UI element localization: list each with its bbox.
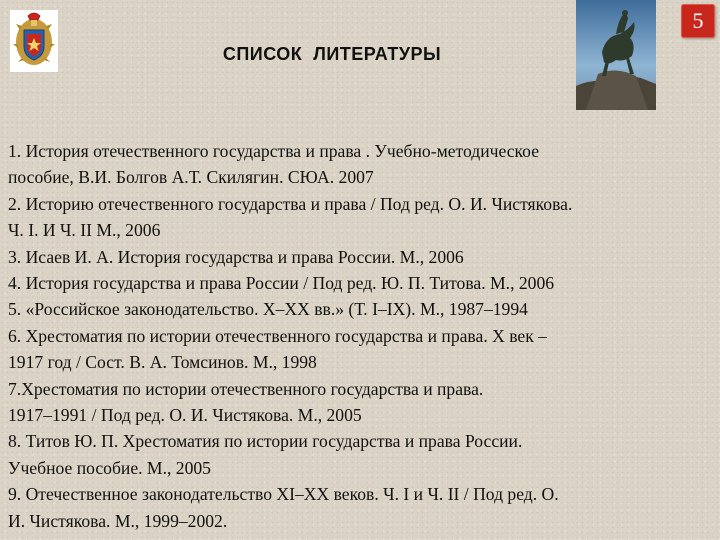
reference-item: 7.Хрестоматия по истории отечественного государства и права. — [8, 378, 484, 399]
reference-item-continuation: 1917–1991 / Под ред. О. И. Чистякова. М., 2005 — [8, 405, 362, 426]
page-number-badge: 5 — [681, 4, 715, 38]
reference-item: 6. Хрестоматия по истории отечественного государства и права. X век – — [8, 325, 547, 346]
page-title: СПИСОК ЛИТЕРАТУРЫ — [222, 44, 442, 64]
reference-list — [8, 138, 716, 534]
reference-item-continuation: Учебное пособие. М., 2005 — [8, 457, 211, 478]
reference-item: 9. Отечественное законодательство XI–XX веков. Ч. I и Ч. II / Под ред. О. — [8, 484, 559, 505]
reference-item: 8. Титов Ю. П. Хрестоматия по истории государства и права России. — [8, 431, 523, 452]
reference-item: 2. Историю отечественного государства и права / Под ред. О. И. Чистякова. — [8, 193, 573, 214]
reference-item: 4. История государства и права России / Под ред. Ю. П. Титова. М., 2006 — [8, 273, 555, 294]
reference-item-continuation: Ч. I. И Ч. II М., 2006 — [8, 220, 161, 241]
reference-item: 5. «Российское законодательство. X–XX вв.» (Т. I–IX). М., 1987–1994 — [8, 299, 528, 320]
reference-item: 1. История отечественного государства и права . Учебно-методическое — [8, 141, 539, 161]
reference-item: 3. Исаев И. А. История государства и права России. М., 2006 — [8, 246, 464, 267]
reference-item-continuation: 1917 год / Сост. В. А. Томсинов. М., 1998 — [8, 352, 317, 373]
reference-item-continuation: пособие, В.И. Болгов А.Т. Скилягин. СЮА. 2007 — [8, 167, 374, 188]
bronze-horseman-photo — [576, 0, 656, 110]
reference-item-continuation: И. Чистякова. М., 1999–2002. — [8, 510, 228, 531]
